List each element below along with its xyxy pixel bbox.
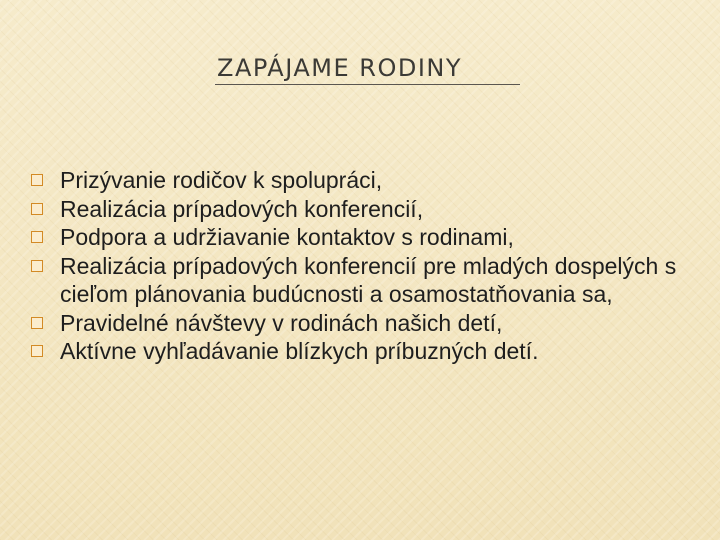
bullet-text: Aktívne vyhľadávanie blízkych príbuzných detí. xyxy=(60,338,539,364)
title-underline xyxy=(215,84,520,85)
bullet-item xyxy=(30,337,710,366)
bullet-text: Podpora a udržiavanie kontaktov s rodinami, xyxy=(60,224,514,250)
bullet-item xyxy=(30,166,710,195)
bullet-item xyxy=(30,223,710,252)
bullet-square-icon xyxy=(31,260,43,272)
bullet-square-icon xyxy=(31,231,43,243)
bullet-text: Prizývanie rodičov k spolupráci, xyxy=(60,167,383,193)
bullet-square-icon xyxy=(31,317,43,329)
bullet-text: Realizácia prípadových konferencií pre mladých dospelých s cieľom plánovania budúcnosti a osamostatňovania sa, xyxy=(60,252,677,307)
bullet-item xyxy=(30,252,710,309)
bullet-square-icon xyxy=(31,203,43,215)
slide-title: ZAPÁJAME RODINY xyxy=(217,54,463,82)
bullet-text: Realizácia prípadových konferencií, xyxy=(60,195,424,222)
title-area xyxy=(0,52,720,92)
bullet-square-icon xyxy=(31,174,43,186)
bullet-square-icon xyxy=(31,345,43,357)
bullet-item xyxy=(30,195,710,224)
bullet-text: Pravidelné návštevy v rodinách našich detí, xyxy=(60,309,503,336)
bullet-list xyxy=(30,166,710,366)
bullet-item xyxy=(30,309,710,338)
